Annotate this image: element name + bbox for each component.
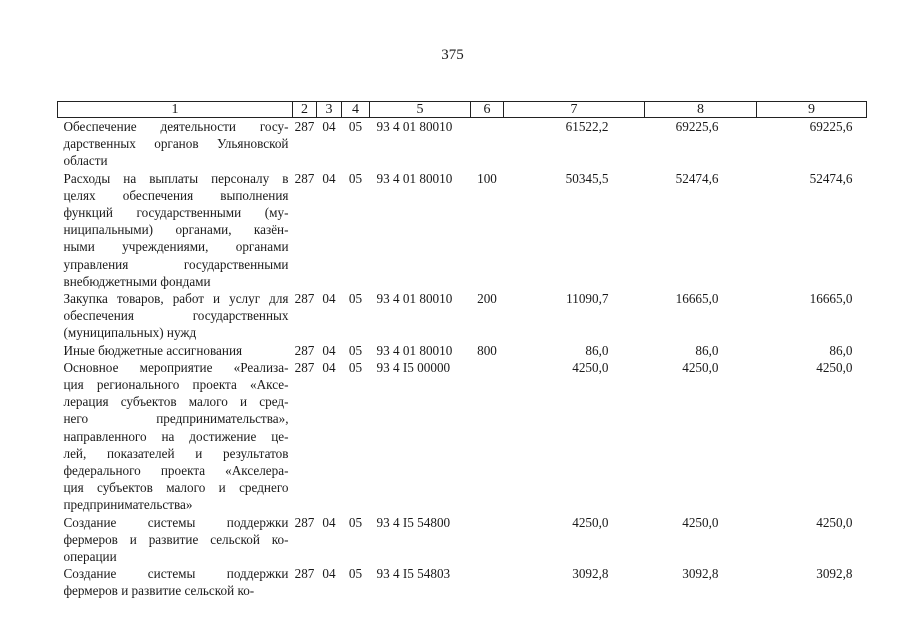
description-line: лерация субъектов малого и сред- — [63, 394, 289, 410]
row-description — [58, 359, 293, 514]
cell-amount-col8: 86,0 — [695, 342, 719, 358]
description-line: функций государственными (му- — [63, 205, 289, 221]
column-header-6: 6 — [471, 102, 504, 118]
cell-subsection: 05 — [348, 291, 363, 307]
budget-table — [57, 101, 867, 600]
cell-subsection: 05 — [348, 359, 363, 375]
cell-subsection: 05 — [348, 170, 363, 186]
table-row — [58, 565, 867, 599]
column-header-7: 7 — [504, 102, 645, 118]
cell-amount-col7: 50345,5 — [565, 170, 609, 186]
cell-subsection: 05 — [348, 514, 363, 530]
cell-expense-type — [471, 514, 504, 566]
cell-amount-col9: 52474,6 — [809, 170, 853, 186]
cell-target-article: 93 4 01 80010 — [376, 342, 453, 358]
description-line: Иные бюджетные ассигнования — [63, 342, 243, 358]
description-line: управления государственными — [63, 256, 289, 272]
cell-section: 04 — [322, 342, 336, 358]
row-description — [58, 118, 293, 170]
table-row — [58, 359, 867, 514]
description-line: ными учреждениями, органами — [63, 239, 289, 255]
description-line: (муниципальных) нужд — [63, 325, 197, 341]
table-row — [58, 118, 867, 170]
cell-expense-type: 100 — [477, 170, 497, 186]
cell-expense-type: 800 — [477, 342, 497, 358]
cell-amount-col9: 3092,8 — [816, 566, 853, 582]
cell-amount-col9: 4250,0 — [816, 359, 853, 375]
description-line: фермеров и развитие сельской ко- — [63, 531, 289, 547]
cell-target-article: 93 4 I5 54800 — [376, 514, 451, 530]
cell-subsection: 05 — [348, 119, 363, 134]
cell-ministry-code: 287 — [294, 342, 315, 358]
description-line: Обеспечение деятельности госу- — [63, 119, 289, 134]
cell-ministry-code: 287 — [294, 566, 315, 582]
description-line: дарственных органов Ульяновской — [63, 136, 289, 152]
table-row — [58, 290, 867, 342]
cell-amount-col8: 3092,8 — [682, 566, 719, 582]
cell-section: 04 — [322, 566, 336, 582]
description-line: ниципальными) органами, казён- — [63, 222, 289, 238]
column-header-4: 4 — [342, 102, 370, 118]
cell-target-article: 93 4 I5 00000 — [376, 359, 451, 375]
table-row — [58, 342, 867, 359]
cell-ministry-code: 287 — [294, 514, 315, 530]
cell-subsection: 05 — [348, 342, 363, 358]
cell-ministry-code: 287 — [294, 170, 315, 186]
cell-ministry-code: 287 — [294, 291, 315, 307]
description-line: него предпринимательства», — [63, 411, 289, 427]
cell-amount-col8: 16665,0 — [675, 291, 719, 307]
description-line: Создание системы поддержки — [63, 566, 289, 582]
row-description — [58, 565, 293, 599]
cell-section: 04 — [322, 119, 336, 134]
table-row — [58, 170, 867, 290]
column-header-5: 5 — [370, 102, 471, 118]
description-line: Расходы на выплаты персоналу в — [63, 170, 289, 186]
cell-expense-type — [471, 565, 504, 599]
page-number: 375 — [441, 47, 464, 63]
cell-amount-col7: 4250,0 — [572, 514, 609, 530]
description-line: федерального проекта «Акселера- — [63, 463, 289, 479]
description-line: ция субъектов малого и среднего — [63, 480, 289, 496]
table-body — [58, 118, 867, 600]
cell-expense-type — [471, 359, 504, 514]
header-row — [58, 102, 867, 118]
row-description — [58, 342, 293, 359]
description-line: предпринимательства» — [63, 497, 193, 513]
cell-amount-col9: 16665,0 — [809, 291, 853, 307]
description-line: направленного на достижение це- — [63, 428, 289, 444]
column-header-3: 3 — [317, 102, 342, 118]
cell-amount-col7: 4250,0 — [572, 359, 609, 375]
cell-section: 04 — [322, 359, 336, 375]
cell-target-article: 93 4 01 80010 — [376, 119, 453, 134]
cell-section: 04 — [322, 514, 336, 530]
row-description — [58, 514, 293, 566]
description-line: обеспечения государственных — [63, 308, 289, 324]
description-line: внебюджетными фондами — [63, 273, 211, 289]
description-line: Создание системы поддержки — [63, 514, 289, 530]
cell-amount-col8: 4250,0 — [682, 359, 719, 375]
cell-expense-type: 200 — [477, 291, 497, 307]
column-header-2: 2 — [293, 102, 317, 118]
description-line: операции — [63, 549, 117, 565]
cell-ministry-code: 287 — [294, 119, 315, 134]
description-line: Основное мероприятие «Реализа- — [63, 359, 289, 375]
row-description — [58, 290, 293, 342]
cell-amount-col8: 52474,6 — [675, 170, 719, 186]
cell-expense-type — [471, 118, 504, 170]
cell-amount-col7: 3092,8 — [572, 566, 609, 582]
cell-amount-col9: 4250,0 — [816, 514, 853, 530]
description-line: фермеров и развитие сельской ко- — [63, 583, 255, 599]
cell-subsection: 05 — [348, 566, 363, 582]
cell-target-article: 93 4 I5 54803 — [376, 566, 451, 582]
description-line: области — [63, 153, 108, 169]
row-description — [58, 170, 293, 290]
cell-amount-col7: 86,0 — [585, 342, 609, 358]
cell-target-article: 93 4 01 80010 — [376, 291, 453, 307]
cell-ministry-code: 287 — [294, 359, 315, 375]
cell-section: 04 — [322, 291, 336, 307]
description-line: Закупка товаров, работ и услуг для — [63, 291, 289, 307]
description-line: лей, показателей и результатов — [63, 445, 289, 461]
cell-target-article: 93 4 01 80010 — [376, 170, 453, 186]
cell-amount-col7: 61522,2 — [565, 119, 609, 134]
cell-amount-col8: 4250,0 — [682, 514, 719, 530]
column-header-1: 1 — [58, 102, 293, 118]
table-header — [58, 102, 867, 118]
description-line: целях обеспечения выполнения — [63, 187, 289, 203]
cell-amount-col9: 86,0 — [829, 342, 853, 358]
column-header-9: 9 — [757, 102, 867, 118]
cell-amount-col8: 69225,6 — [675, 119, 719, 134]
description-line: ция регионального проекта «Аксе- — [63, 377, 289, 393]
cell-amount-col9: 69225,6 — [809, 119, 853, 134]
cell-amount-col7: 11090,7 — [566, 291, 609, 307]
column-header-8: 8 — [645, 102, 757, 118]
cell-section: 04 — [322, 170, 336, 186]
table-row — [58, 514, 867, 566]
